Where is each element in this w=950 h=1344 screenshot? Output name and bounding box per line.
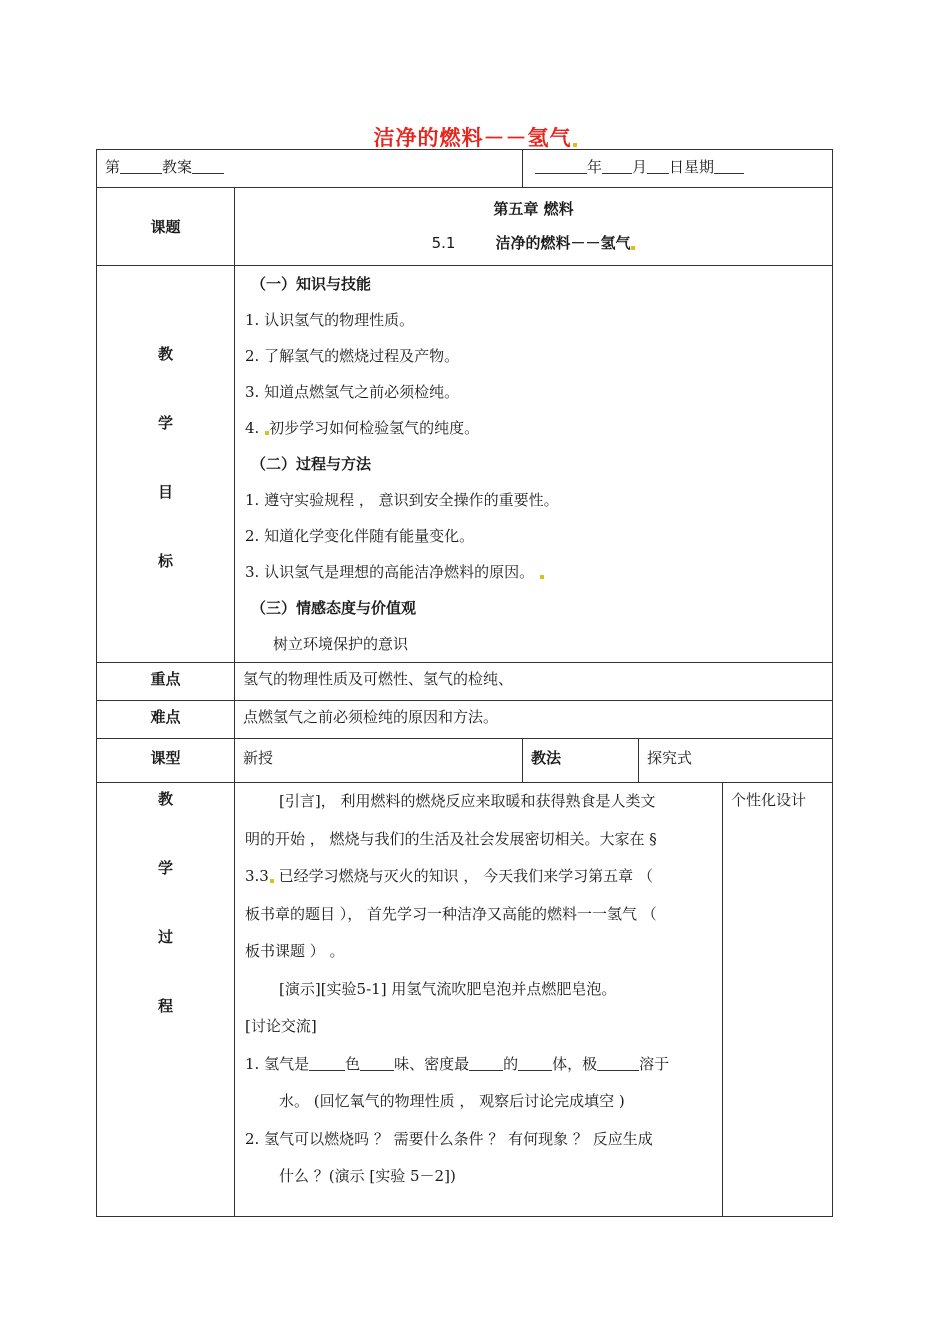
method-value: 探究式 <box>639 739 833 783</box>
process-label <box>97 783 235 1217</box>
document-title <box>0 122 950 152</box>
item-text: 3. 认识氢气是理想的高能洁净燃料的原因。 <box>245 563 535 581</box>
blank <box>309 1056 345 1071</box>
topic-content <box>235 188 833 266</box>
process-content <box>235 783 723 1217</box>
objective-item: 2. 了解氢气的燃烧过程及产物。 <box>245 347 460 365</box>
intro-line: 板书课题 ） 。 <box>245 942 345 960</box>
label-char: 过 <box>157 928 173 946</box>
question-2-cont: 什么 ？(演示 [实验 5－2]) <box>279 1167 456 1185</box>
label-char: 目 <box>157 483 173 501</box>
blank <box>602 159 632 174</box>
title-text: 洁净的燃料－－氢气 <box>373 126 572 150</box>
mark-dot <box>631 246 635 250</box>
discussion-heading: [讨论交流] <box>245 1017 317 1035</box>
header-year: 年 <box>587 158 603 176</box>
item-number: 4. <box>245 419 260 437</box>
q-text: 的 <box>503 1054 519 1073</box>
objectives-row <box>97 266 833 663</box>
objective-item: 1. 遵守实验规程 ， 意识到安全操作的重要性。 <box>245 491 559 509</box>
chapter-title: 第五章 燃料 <box>493 200 574 218</box>
lesson-number-cell <box>97 150 523 188</box>
objectives-label <box>97 266 235 663</box>
lesson-type-row <box>97 739 833 783</box>
blank <box>535 159 587 174</box>
lesson-type-value: 新授 <box>235 739 523 783</box>
label-char: 程 <box>157 997 173 1015</box>
intro-line: [引言]， 利用燃料的燃烧反应来取暖和获得熟食是人类文 <box>279 792 656 810</box>
q-text: 体，极 <box>552 1054 598 1073</box>
mark-dot <box>573 143 577 147</box>
key-point-label: 重点 <box>97 663 235 701</box>
objective-heading: （一）知识与技能 <box>251 275 372 293</box>
intro-line <box>245 858 714 896</box>
key-point-row <box>97 663 833 701</box>
process-row <box>97 783 833 1217</box>
section-number: 5.1 <box>431 234 456 252</box>
objective-heading: （三）情感态度与价值观 <box>251 599 417 617</box>
label-char: 学 <box>157 859 173 877</box>
question-1 <box>245 1046 714 1084</box>
topic-row <box>97 188 833 266</box>
intro-text: 已经学习燃烧与灭火的知识 ， 今天我们来学习第五章 （ <box>278 867 653 885</box>
difficulty-row <box>97 701 833 739</box>
objective-item: 2. 知道化学变化伴随有能量变化。 <box>245 527 475 545</box>
blank <box>120 159 162 174</box>
item-text: 初步学习如何检验氢气的纯度。 <box>269 419 480 437</box>
objective-item: 3. 知道点燃氢气之前必须检纯。 <box>245 383 460 401</box>
label-char: 教 <box>157 790 173 808</box>
header-di: 第 <box>105 158 121 176</box>
difficulty-label: 难点 <box>97 701 235 739</box>
mark-dot <box>540 575 544 579</box>
demo-line: [演示][实验5-1] 用氢气流吹肥皂泡并点燃肥皂泡。 <box>279 979 617 998</box>
objective-item: 1. 认识氢气的物理性质。 <box>245 311 415 329</box>
section-ref: 3.3 <box>245 867 269 885</box>
blank <box>192 159 224 174</box>
objective-item <box>245 410 824 446</box>
intro-line: 明的开始 ， 燃烧与我们的生活及社会发展密切相关。大家在 § <box>245 829 657 848</box>
blank <box>518 1056 552 1071</box>
key-point-text: 氢气的物理性质及可燃性、氢气的检纯、 <box>235 663 833 701</box>
lesson-plan-table <box>96 149 833 1217</box>
method-label: 教法 <box>523 739 639 783</box>
q-text: 味、密度最 <box>394 1054 470 1073</box>
difficulty-text: 点燃氢气之前必须检纯的原因和方法。 <box>235 701 833 739</box>
personalized-design: 个性化设计 <box>723 783 833 1217</box>
q-text: 1. 氢气是 <box>245 1054 310 1073</box>
lesson-type-label: 课型 <box>97 739 235 783</box>
question-1-cont: 水。 (回忆氧气的物理性质 ， 观察后讨论完成填空 ) <box>279 1092 625 1110</box>
objectives-content <box>235 266 833 663</box>
blank <box>597 1056 639 1071</box>
question-2: 2. 氢气可以燃烧吗 ？ 需要什么条件 ？ 有何现象 ？ 反应生成 <box>245 1129 653 1148</box>
header-weekday: 日星期 <box>669 158 715 176</box>
objective-item <box>245 554 824 590</box>
q-text: 溶于 <box>639 1054 670 1073</box>
blank <box>647 159 669 174</box>
header-row <box>97 150 833 188</box>
section-title <box>243 226 824 260</box>
topic-label: 课题 <box>97 188 235 266</box>
mark-dot <box>270 879 274 883</box>
date-cell <box>523 150 833 188</box>
objective-heading: （二）过程与方法 <box>251 455 372 473</box>
blank <box>360 1056 394 1071</box>
header-month: 月 <box>632 158 648 176</box>
blank <box>714 159 744 174</box>
label-char: 学 <box>157 414 173 432</box>
label-char: 教 <box>157 345 173 363</box>
section-name: 洁净的燃料－－氢气 <box>495 234 631 252</box>
label-char: 标 <box>157 552 173 570</box>
blank <box>469 1056 503 1071</box>
objective-item: 树立环境保护的意识 <box>273 635 409 653</box>
q-text: 色 <box>345 1054 361 1073</box>
header-jiaoan: 教案 <box>162 158 193 176</box>
intro-line: 板书章的题目 ）， 首先学习一种洁净又高能的燃料一一氢气 （ <box>245 904 657 923</box>
